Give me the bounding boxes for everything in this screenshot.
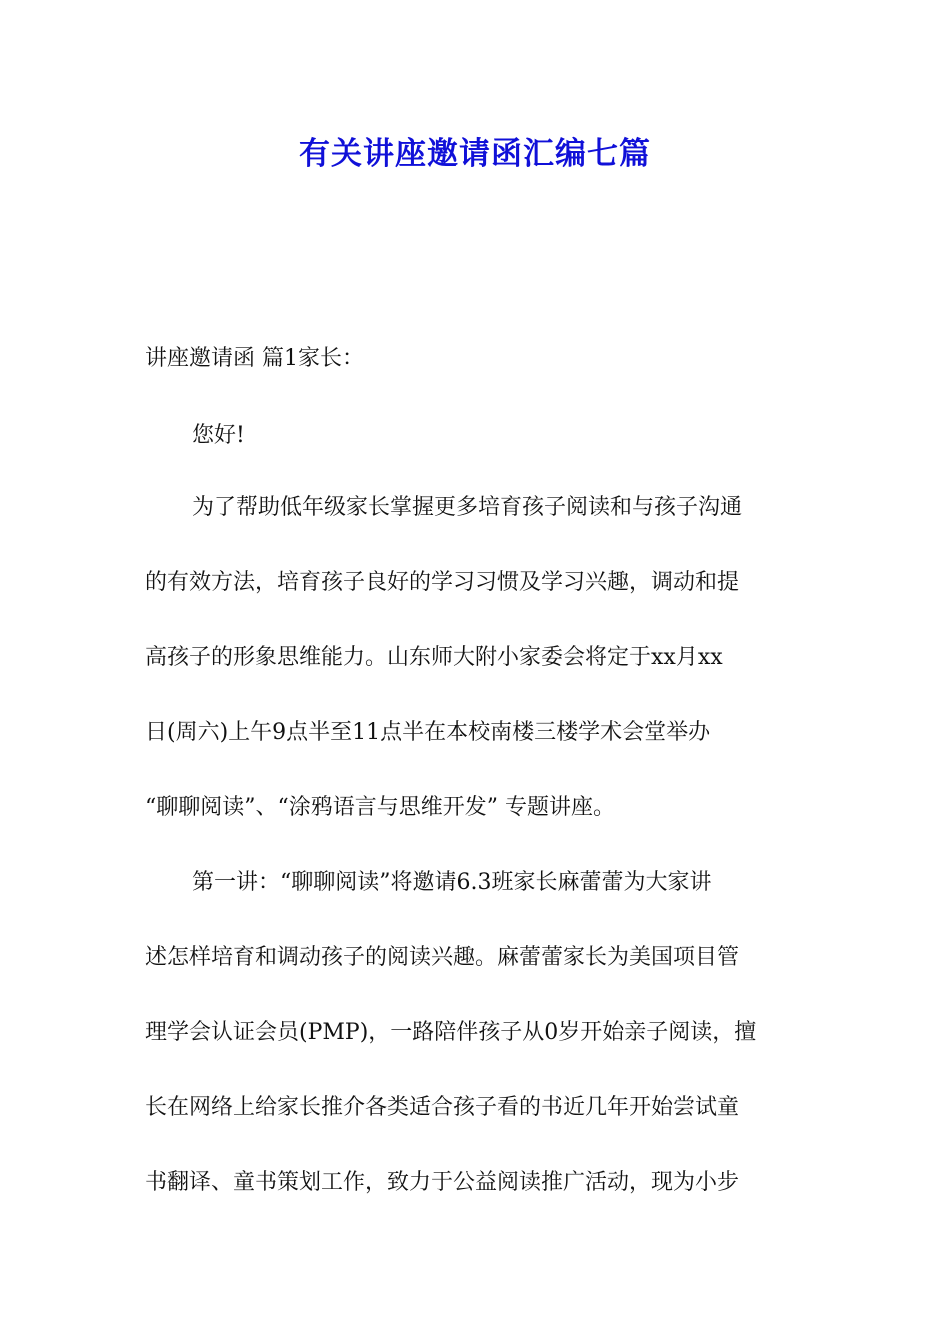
document-title: 有关讲座邀请函汇编七篇	[299, 136, 651, 172]
paragraph-line: 理学会认证会员(PMP)，一路陪伴孩子从0岁开始亲子阅读，擅	[145, 1020, 757, 1045]
paragraph-line: “聊聊阅读”、“涂鸦语言与思维开发” 专题讲座。	[145, 795, 615, 820]
paragraph-line: 述怎样培育和调动孩子的阅读兴趣。麻蕾蕾家长为美国项目管	[145, 945, 740, 970]
paragraph-line: 日(周六)上午9点半至11点半在本校南楼三楼学术会堂举办	[145, 720, 711, 745]
paragraph-line: 高孩子的形象思维能力。山东师大附小家委会将定于xx月xx	[145, 645, 723, 670]
paragraph-line: 书翻译、童书策划工作，致力于公益阅读推广活动，现为小步	[145, 1170, 740, 1195]
section-heading-line: 讲座邀请函 篇1家长：	[145, 346, 364, 371]
paragraph-line: 为了帮助低年级家长掌握更多培育孩子阅读和与孩子沟通	[192, 495, 743, 520]
paragraph-line: 的有效方法，培育孩子良好的学习习惯及学习兴趣，调动和提	[145, 570, 740, 595]
paragraph-line: 第一讲：“聊聊阅读”将邀请6.3班家长麻蕾蕾为大家讲	[192, 870, 712, 895]
greeting-line: 您好!	[192, 423, 245, 448]
paragraph-line: 长在网络上给家长推介各类适合孩子看的书近几年开始尝试童	[145, 1095, 740, 1120]
